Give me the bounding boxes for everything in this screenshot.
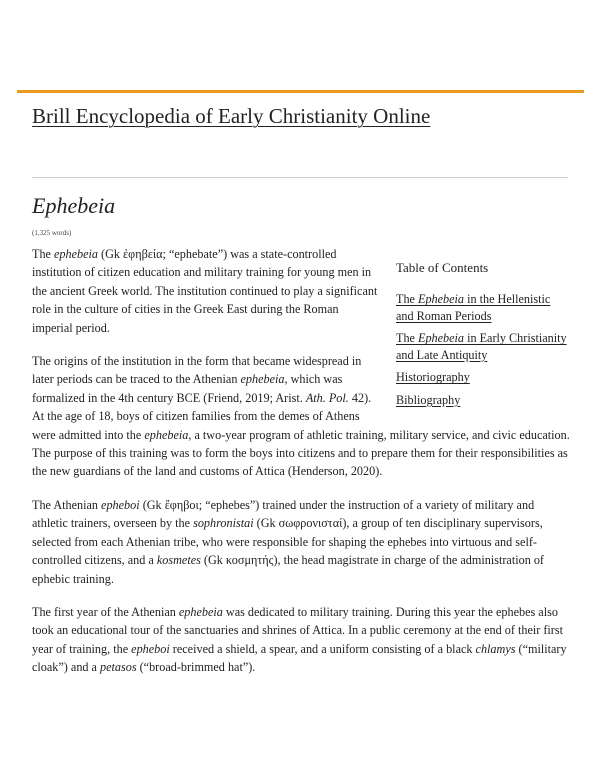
term: chlamys [475,641,516,656]
text: (“military cloak”) and a [32,641,567,675]
text: received a shield, a spear, and a uniform consisting of a black [169,641,476,656]
term: epheboi [131,641,170,656]
term: ephebeia [54,247,98,261]
toc-link-bibliography[interactable] [396,392,568,409]
paragraph-first-year [32,603,572,677]
toc-text: Bibliography [396,392,461,407]
term: petasos [100,660,137,675]
text: , which was formalized in the 4th century BCE (Friend, 2019; Arist. [32,372,343,405]
text: 42). At the age of 18, boys of citizen families from the demes of Athens were admitted into the [32,390,372,442]
article-body [32,245,572,692]
toc-link-early-christianity[interactable] [396,330,568,363]
term: kosmetes [156,553,201,568]
article-title: Ephebeia [32,193,116,218]
text: (Gk κοσμητής), the head magistrate in charge of the administration of ephebic training. [32,553,544,586]
divider [32,177,568,178]
toc-link-historiography[interactable] [396,369,568,386]
toc-link-hellenistic-roman[interactable] [396,291,568,324]
text: was dedicated to military training. During this year the ephebes also took an educational tour of the sanctuaries and shrines of Attica. In a public ceremony at the end of their first year of training, the [32,604,563,656]
text: , a two-year program of athletic training, military service, and civic education. The purpose of this training was to form the boys into citizens and to prepare them for their responsibilities as the new guardians of the land and customs of Attica (Henderson, 2020). [32,427,570,479]
term: Ath. Pol. [305,390,349,405]
text: (“broad-brimmed hat”). [136,660,256,675]
text: The first year of the Athenian [32,604,179,619]
term: ephebeia [178,604,223,619]
paragraph-epheboi [32,496,572,588]
site-title-link[interactable]: Brill Encyclopedia of Early Christianity Online [32,104,431,128]
text: (Gk ἐφηβεία; “ephebate”) was a state-controlled institution of citizen education and military training for young men in the ancient Greek world. The institution continued to play a significant role in the culture of cities in the Greek East during the Roman imperial period. [32,247,378,335]
toc-emphasis: Ephebeia [418,331,465,346]
toc-emphasis: Ephebeia [418,292,465,307]
word-count: (1,325 words) [32,229,72,237]
text: The origins of the institution in the form that became widespread in later periods can be traced to the Athenian [32,354,362,387]
term: epheboi [101,497,140,512]
term: ephebeia [144,427,189,442]
accent-rule [17,90,584,93]
toc-text: in Early Christianity and Late Antiquity [396,331,567,362]
toc-text: The [396,292,418,307]
toc-text: The [396,331,418,346]
term: ephebeia [240,372,285,387]
text: The Athenian [32,497,102,512]
text: (Gk ἔφηβοι; “ephebes”) trained under the instruction of a variety of military and athletic trainers, overseen by the [32,497,535,531]
term: sophronistai [193,516,254,531]
text: The [32,247,54,261]
table-of-contents [396,259,568,414]
toc-title: Table of Contents [396,260,489,275]
text: (Gk σωφρονισταί), a group of ten disciplinary supervisors, selected from each Athenian tribe, who were responsible for shaping the ephebes into virtuous and self-controlled citizens, and a [32,516,543,568]
toc-text: in the Hellenistic and Roman Periods [396,292,551,323]
toc-text: Historiography [396,370,470,385]
